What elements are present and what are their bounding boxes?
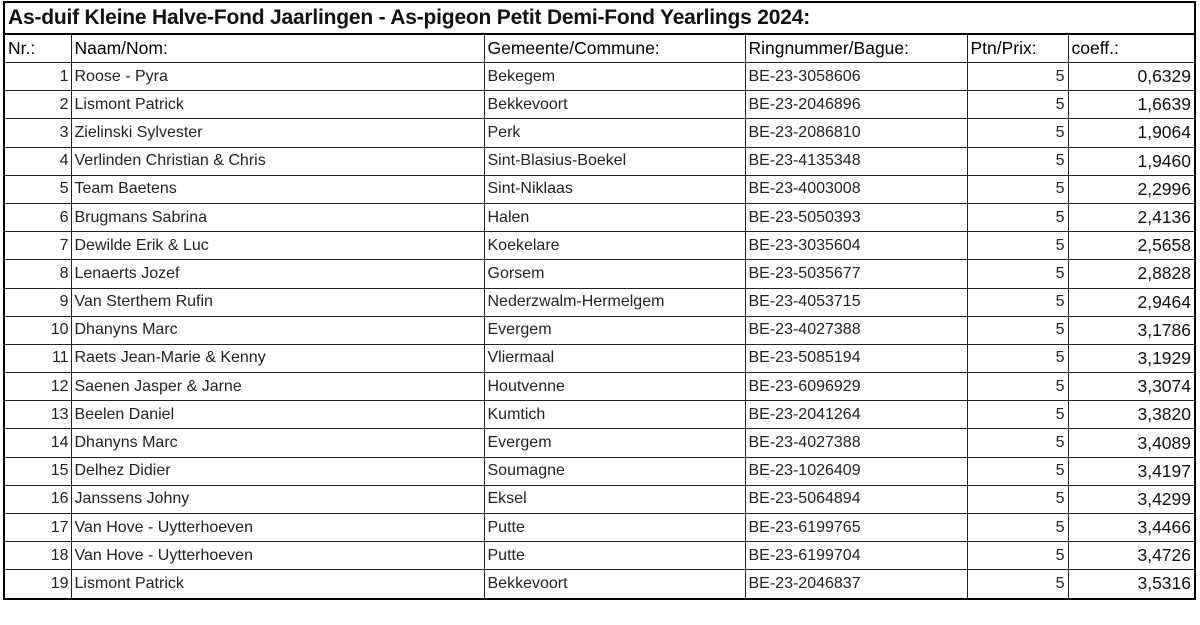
cell-naam: Dewilde Erik & Luc <box>71 232 484 260</box>
cell-gemeente: Bekkevoort <box>484 570 745 598</box>
header-coeff: coeff.: <box>1068 35 1194 63</box>
cell-naam: Dhanyns Marc <box>71 429 484 457</box>
cell-naam: Team Baetens <box>71 175 484 203</box>
cell-ptn: 5 <box>967 429 1068 457</box>
header-gemeente: Gemeente/Commune: <box>484 35 745 63</box>
cell-gemeente: Vliermaal <box>484 344 745 372</box>
cell-ptn: 5 <box>967 401 1068 429</box>
cell-coeff: 3,4466 <box>1068 514 1194 542</box>
cell-naam: Dhanyns Marc <box>71 316 484 344</box>
cell-ringnummer: BE-23-5064894 <box>745 485 967 513</box>
cell-naam: Beelen Daniel <box>71 401 484 429</box>
cell-gemeente: Koekelare <box>484 232 745 260</box>
cell-naam: Delhez Didier <box>71 457 484 485</box>
cell-nr: 13 <box>5 401 71 429</box>
cell-ringnummer: BE-23-2046837 <box>745 570 967 598</box>
cell-nr: 12 <box>5 373 71 401</box>
cell-ptn: 5 <box>967 316 1068 344</box>
cell-gemeente: Bekkevoort <box>484 91 745 119</box>
table-row <box>5 570 1194 598</box>
cell-coeff: 0,6329 <box>1068 63 1194 91</box>
cell-naam: Roose - Pyra <box>71 63 484 91</box>
cell-nr: 6 <box>5 203 71 231</box>
cell-ptn: 5 <box>967 542 1068 570</box>
cell-ptn: 5 <box>967 63 1068 91</box>
header-nr: Nr.: <box>5 35 71 63</box>
cell-nr: 9 <box>5 288 71 316</box>
table-row <box>5 485 1194 513</box>
cell-ringnummer: BE-23-5050393 <box>745 203 967 231</box>
cell-ptn: 5 <box>967 260 1068 288</box>
cell-naam: Lismont Patrick <box>71 570 484 598</box>
cell-coeff: 1,6639 <box>1068 91 1194 119</box>
table-row <box>5 373 1194 401</box>
table-row <box>5 232 1194 260</box>
cell-gemeente: Bekegem <box>484 63 745 91</box>
cell-ptn: 5 <box>967 485 1068 513</box>
cell-nr: 19 <box>5 570 71 598</box>
results-table <box>5 35 1194 598</box>
cell-nr: 3 <box>5 119 71 147</box>
sheet-title: As-duif Kleine Halve-Fond Jaarlingen - As-pigeon Petit Demi-Fond Yearlings 2024: <box>5 3 1194 35</box>
header-ptn: Ptn/Prix: <box>967 35 1068 63</box>
cell-coeff: 3,4299 <box>1068 485 1194 513</box>
cell-ringnummer: BE-23-4003008 <box>745 175 967 203</box>
cell-gemeente: Eksel <box>484 485 745 513</box>
cell-gemeente: Soumagne <box>484 457 745 485</box>
table-row <box>5 316 1194 344</box>
cell-gemeente: Evergem <box>484 429 745 457</box>
header-naam: Naam/Nom: <box>71 35 484 63</box>
cell-coeff: 2,4136 <box>1068 203 1194 231</box>
cell-ringnummer: BE-23-3058606 <box>745 63 967 91</box>
cell-ringnummer: BE-23-4053715 <box>745 288 967 316</box>
cell-nr: 16 <box>5 485 71 513</box>
cell-gemeente: Kumtich <box>484 401 745 429</box>
cell-gemeente: Halen <box>484 203 745 231</box>
cell-coeff: 2,9464 <box>1068 288 1194 316</box>
cell-naam: Brugmans Sabrina <box>71 203 484 231</box>
cell-nr: 8 <box>5 260 71 288</box>
cell-gemeente: Putte <box>484 514 745 542</box>
cell-gemeente: Putte <box>484 542 745 570</box>
cell-ptn: 5 <box>967 288 1068 316</box>
cell-coeff: 3,4089 <box>1068 429 1194 457</box>
table-row <box>5 91 1194 119</box>
cell-naam: Verlinden Christian & Chris <box>71 147 484 175</box>
table-row <box>5 344 1194 372</box>
cell-gemeente: Perk <box>484 119 745 147</box>
table-row <box>5 175 1194 203</box>
cell-naam: Janssens Johny <box>71 485 484 513</box>
cell-nr: 10 <box>5 316 71 344</box>
cell-naam: Van Hove - Uytterhoeven <box>71 542 484 570</box>
cell-naam: Lismont Patrick <box>71 91 484 119</box>
cell-coeff: 3,1929 <box>1068 344 1194 372</box>
cell-ringnummer: BE-23-2046896 <box>745 91 967 119</box>
table-row <box>5 63 1194 91</box>
table-row <box>5 260 1194 288</box>
table-row <box>5 429 1194 457</box>
cell-coeff: 3,3820 <box>1068 401 1194 429</box>
cell-gemeente: Houtvenne <box>484 373 745 401</box>
cell-ringnummer: BE-23-5035677 <box>745 260 967 288</box>
cell-ringnummer: BE-23-2086810 <box>745 119 967 147</box>
cell-nr: 18 <box>5 542 71 570</box>
cell-nr: 5 <box>5 175 71 203</box>
cell-coeff: 2,5658 <box>1068 232 1194 260</box>
cell-ptn: 5 <box>967 457 1068 485</box>
cell-ptn: 5 <box>967 232 1068 260</box>
cell-naam: Lenaerts Jozef <box>71 260 484 288</box>
cell-naam: Raets Jean-Marie & Kenny <box>71 344 484 372</box>
cell-nr: 17 <box>5 514 71 542</box>
header-row <box>5 35 1194 63</box>
cell-nr: 4 <box>5 147 71 175</box>
cell-ringnummer: BE-23-6199704 <box>745 542 967 570</box>
table-row <box>5 147 1194 175</box>
cell-ptn: 5 <box>967 570 1068 598</box>
cell-ringnummer: BE-23-3035604 <box>745 232 967 260</box>
cell-coeff: 3,4726 <box>1068 542 1194 570</box>
cell-nr: 1 <box>5 63 71 91</box>
cell-ringnummer: BE-23-4027388 <box>745 429 967 457</box>
cell-ringnummer: BE-23-4027388 <box>745 316 967 344</box>
cell-gemeente: Sint-Blasius-Boekel <box>484 147 745 175</box>
table-row <box>5 203 1194 231</box>
cell-ptn: 5 <box>967 514 1068 542</box>
table-row <box>5 401 1194 429</box>
cell-ringnummer: BE-23-2041264 <box>745 401 967 429</box>
results-body <box>5 63 1194 598</box>
cell-naam: Saenen Jasper & Jarne <box>71 373 484 401</box>
table-row <box>5 514 1194 542</box>
cell-coeff: 3,5316 <box>1068 570 1194 598</box>
cell-ringnummer: BE-23-6096929 <box>745 373 967 401</box>
cell-ringnummer: BE-23-6199765 <box>745 514 967 542</box>
cell-coeff: 3,1786 <box>1068 316 1194 344</box>
cell-ptn: 5 <box>967 344 1068 372</box>
cell-nr: 14 <box>5 429 71 457</box>
cell-ringnummer: BE-23-4135348 <box>745 147 967 175</box>
cell-nr: 2 <box>5 91 71 119</box>
cell-naam: Van Hove - Uytterhoeven <box>71 514 484 542</box>
cell-naam: Van Sterthem Rufin <box>71 288 484 316</box>
cell-coeff: 2,2996 <box>1068 175 1194 203</box>
cell-coeff: 2,8828 <box>1068 260 1194 288</box>
cell-gemeente: Evergem <box>484 316 745 344</box>
cell-gemeente: Sint-Niklaas <box>484 175 745 203</box>
cell-ptn: 5 <box>967 373 1068 401</box>
cell-ptn: 5 <box>967 175 1068 203</box>
table-row <box>5 457 1194 485</box>
cell-coeff: 1,9460 <box>1068 147 1194 175</box>
results-sheet <box>3 1 1196 600</box>
header-ringnummer: Ringnummer/Bague: <box>745 35 967 63</box>
table-row <box>5 119 1194 147</box>
cell-ptn: 5 <box>967 119 1068 147</box>
cell-nr: 11 <box>5 344 71 372</box>
cell-ringnummer: BE-23-5085194 <box>745 344 967 372</box>
cell-coeff: 1,9064 <box>1068 119 1194 147</box>
table-row <box>5 288 1194 316</box>
cell-gemeente: Nederzwalm-Hermelgem <box>484 288 745 316</box>
cell-ptn: 5 <box>967 203 1068 231</box>
cell-gemeente: Gorsem <box>484 260 745 288</box>
cell-nr: 15 <box>5 457 71 485</box>
cell-ptn: 5 <box>967 91 1068 119</box>
cell-coeff: 3,4197 <box>1068 457 1194 485</box>
cell-nr: 7 <box>5 232 71 260</box>
table-row <box>5 542 1194 570</box>
cell-ptn: 5 <box>967 147 1068 175</box>
cell-ringnummer: BE-23-1026409 <box>745 457 967 485</box>
cell-coeff: 3,3074 <box>1068 373 1194 401</box>
cell-naam: Zielinski Sylvester <box>71 119 484 147</box>
